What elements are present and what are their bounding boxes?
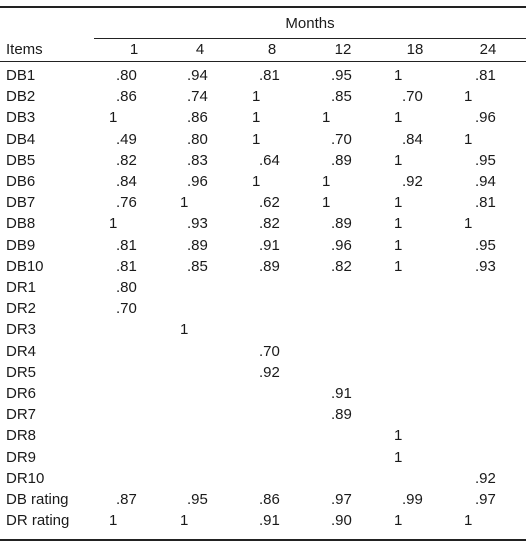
table-cell: .91	[259, 236, 280, 254]
table-cell: .81	[475, 194, 496, 212]
table-row	[0, 152, 526, 172]
row-label: DB10	[6, 257, 44, 275]
row-label: DR rating	[6, 512, 70, 530]
row-label: DB8	[6, 215, 36, 233]
table-cell: .96	[187, 173, 208, 190]
table-row	[0, 258, 526, 278]
col-header-8: 8	[267, 41, 277, 58]
table-cell: .62	[259, 194, 280, 212]
table-row	[0, 194, 526, 214]
row-label: DR3	[6, 321, 37, 339]
row-label: DR5	[6, 363, 37, 381]
table-cell: .95	[331, 67, 352, 84]
table-cell: .90	[331, 512, 352, 530]
row-label: DR9	[6, 448, 37, 466]
top-rule	[0, 6, 526, 8]
table-cell: 1	[252, 88, 261, 106]
table-row	[0, 406, 526, 426]
table-row	[0, 215, 526, 235]
table-cell: .96	[475, 109, 496, 127]
table-cell: 1	[394, 67, 403, 84]
table-cell: .95	[475, 151, 496, 169]
row-label: DB1	[6, 67, 36, 84]
table-row	[0, 321, 526, 341]
table-row	[0, 88, 526, 108]
table-row	[0, 237, 526, 257]
table-cell: .97	[331, 491, 352, 508]
table-cell: 1	[394, 236, 403, 254]
table-cell: .70	[259, 342, 280, 360]
table-cell: .95	[475, 236, 496, 254]
table-row	[0, 109, 526, 129]
table-cell: 1	[394, 215, 403, 233]
table-cell: .94	[187, 67, 208, 84]
row-label: DB3	[6, 109, 36, 127]
row-label: DB5	[6, 151, 36, 169]
col-header-4: 4	[195, 41, 205, 58]
bottom-rule	[0, 539, 526, 541]
table-cell: 1	[322, 109, 331, 127]
table-cell: 1	[252, 173, 261, 190]
table-row	[0, 491, 526, 511]
table-cell: .64	[259, 151, 280, 169]
table-row	[0, 343, 526, 363]
table-cell: 1	[464, 215, 473, 233]
table-cell: .87	[116, 491, 137, 508]
table-cell: .81	[475, 67, 496, 84]
table-cell: .91	[331, 385, 352, 402]
header-rule	[0, 61, 526, 62]
row-label: DR8	[6, 427, 37, 445]
table-cell: .99	[402, 491, 423, 508]
table-cell: 1	[394, 151, 403, 169]
table-cell: 1	[394, 512, 403, 530]
row-label: DR7	[6, 406, 37, 424]
row-label: DB9	[6, 236, 36, 254]
table-cell: .70	[402, 88, 423, 106]
table-row	[0, 67, 526, 87]
items-header: Items	[6, 41, 43, 58]
row-label: DB6	[6, 173, 36, 190]
table-cell: .70	[116, 300, 137, 318]
table-cell: .93	[475, 257, 496, 275]
table-cell: 1	[322, 173, 331, 190]
table-cell: .89	[187, 236, 208, 254]
table-cell: 1	[464, 130, 473, 148]
table-cell: .86	[187, 109, 208, 127]
col-header-1: 1	[129, 41, 139, 58]
table-cell: .84	[402, 130, 423, 148]
table-cell: .82	[259, 215, 280, 233]
table-cell: .96	[331, 236, 352, 254]
table-cell: .92	[475, 469, 496, 487]
table-cell: .80	[116, 67, 137, 84]
table-cell: .97	[475, 491, 496, 508]
table-cell: .92	[259, 363, 280, 381]
table-cell: .85	[187, 257, 208, 275]
table-row	[0, 279, 526, 299]
table-cell: .89	[331, 215, 352, 233]
table-cell: 1	[109, 109, 118, 127]
table-row	[0, 470, 526, 490]
table-cell: 1	[109, 215, 118, 233]
table-cell: 1	[394, 109, 403, 127]
table-cell: .85	[331, 88, 352, 106]
table-cell: .86	[116, 88, 137, 106]
months-group-header: Months	[285, 15, 335, 32]
table-cell: .82	[116, 151, 137, 169]
col-header-18: 18	[406, 41, 424, 58]
table-cell: .76	[116, 194, 137, 212]
table-cell: .94	[475, 173, 496, 190]
table-cell: 1	[394, 194, 403, 212]
table-cell: .89	[331, 406, 352, 424]
table-cell: 1	[394, 427, 403, 445]
table-cell: .70	[331, 130, 352, 148]
table-cell: 1	[394, 448, 403, 466]
table-row	[0, 131, 526, 151]
table-row	[0, 364, 526, 384]
table-cell: .95	[187, 491, 208, 508]
row-label: DB rating	[6, 491, 69, 508]
table-cell: 1	[180, 512, 189, 530]
row-label: DB2	[6, 88, 36, 106]
table-cell: 1	[464, 88, 473, 106]
table-cell: 1	[109, 512, 118, 530]
row-label: DB4	[6, 130, 36, 148]
table-row	[0, 449, 526, 469]
table-cell: .84	[116, 173, 137, 190]
table-cell: .92	[402, 173, 423, 190]
table-cell: .86	[259, 491, 280, 508]
row-label: DR1	[6, 279, 37, 296]
row-label: DB7	[6, 194, 36, 212]
table-cell: 1	[180, 321, 189, 339]
table-cell: .80	[116, 279, 137, 296]
table-cell: .82	[331, 257, 352, 275]
table-cell: .81	[259, 67, 280, 84]
table-cell: 1	[394, 257, 403, 275]
table-cell: .91	[259, 512, 280, 530]
row-label: DR10	[6, 469, 45, 487]
table-cell: .89	[259, 257, 280, 275]
table-cell: 1	[322, 194, 331, 212]
table-cell: 1	[180, 194, 189, 212]
table-cell: 1	[252, 130, 261, 148]
table-row	[0, 173, 526, 193]
table-cell: 1	[252, 109, 261, 127]
col-header-24: 24	[479, 41, 497, 58]
table-cell: 1	[464, 512, 473, 530]
row-label: DR2	[6, 300, 37, 318]
table-cell: .74	[187, 88, 208, 106]
table-row	[0, 300, 526, 320]
table-row	[0, 427, 526, 447]
table-cell: .81	[116, 236, 137, 254]
row-label: DR6	[6, 385, 37, 402]
table-row	[0, 512, 526, 532]
months-underline	[94, 38, 526, 39]
col-header-12: 12	[334, 41, 352, 58]
table-cell: .49	[116, 130, 137, 148]
table-row	[0, 385, 526, 405]
table-cell: .81	[116, 257, 137, 275]
table-cell: .83	[187, 151, 208, 169]
table-cell: .80	[187, 130, 208, 148]
row-label: DR4	[6, 342, 37, 360]
table-cell: .89	[331, 151, 352, 169]
table-cell: .93	[187, 215, 208, 233]
